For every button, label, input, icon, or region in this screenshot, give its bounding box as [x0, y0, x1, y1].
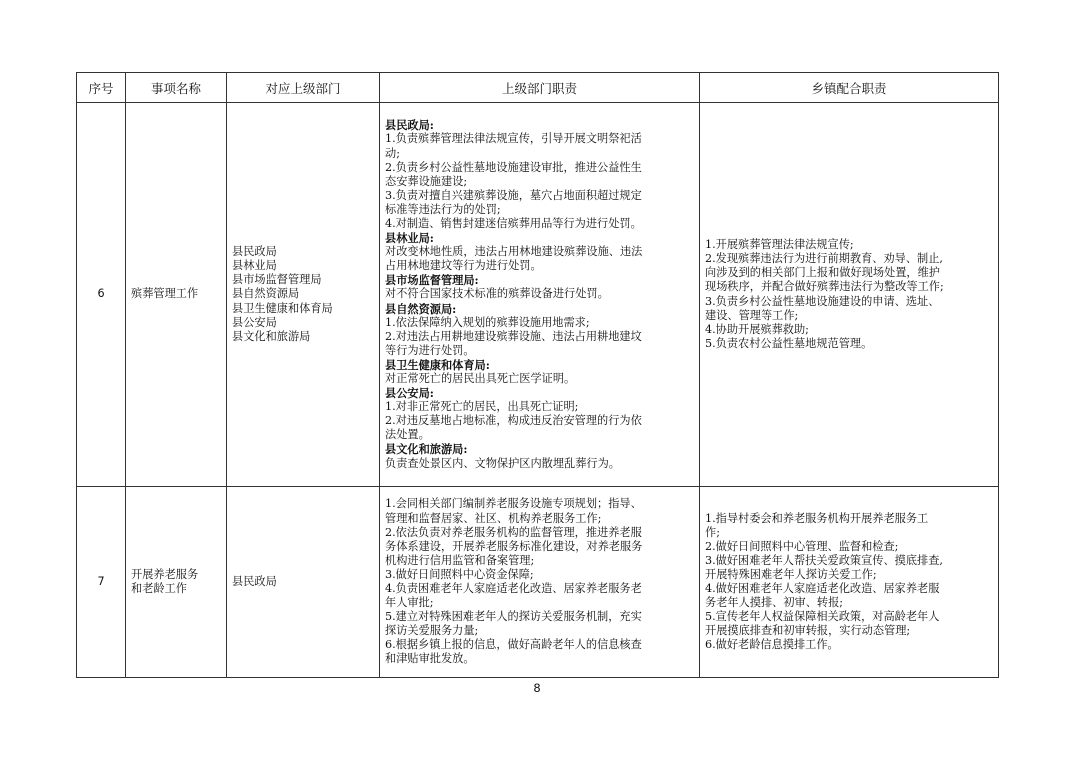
- duty-line: 开展特殊困难老年人探访关爱工作;: [705, 567, 877, 581]
- dept-name: 县民政局: [232, 574, 277, 588]
- superior-duties-cell: [380, 487, 700, 678]
- duty-line: 标准等违法行为的处罚;: [385, 202, 501, 216]
- dept-name: 县卫生健康和体育局: [232, 301, 333, 315]
- header-superior-duties: 上级部门职责: [380, 73, 700, 103]
- duty-line: 2.发现殡葬违法行为进行前期教育、劝导、制止,: [705, 252, 943, 266]
- dept-name: 县自然资源局: [232, 287, 300, 301]
- dept-name: 县市场监督管理局: [232, 273, 322, 287]
- duty-line: 建设、管理等工作;: [705, 308, 799, 322]
- item-name: 开展养老服务: [131, 567, 199, 581]
- duty-line: 1.指导村委会和养老服务机构开展养老服务工: [705, 511, 929, 525]
- duty-line: 4.做好困难老年人家庭适老化改造、居家养老服: [705, 582, 940, 595]
- item-name-cell: [126, 487, 227, 678]
- dept-cell: [227, 487, 380, 678]
- item-name: 和老龄工作: [131, 582, 187, 595]
- table-header-row: [77, 73, 999, 103]
- section-heading: 县市场监督管理局:: [385, 273, 479, 288]
- duty-line: 等行为进行处罚。: [385, 343, 475, 357]
- header-item-name: 事项名称: [126, 73, 227, 103]
- duty-line: 1.开展殡葬管理法律法规宣传;: [705, 238, 854, 252]
- duty-line: 机构进行信用监管和备案管理;: [385, 553, 535, 567]
- duty-line: 2.对违反墓地占地标准，构成违反治安管理的行为依: [385, 414, 642, 428]
- item-name-cell: [126, 103, 227, 487]
- item-name: 殡葬管理工作: [131, 287, 199, 301]
- duty-line: 和津贴审批发放。: [385, 652, 475, 666]
- duty-line: 2.依法负责对养老服务机构的监督管理，推进养老服: [385, 525, 642, 539]
- duty-line: 务老年人摸排、初审、转报;: [705, 596, 844, 610]
- header-no: 序号: [77, 73, 126, 103]
- section-heading: 县卫生健康和体育局:: [385, 357, 490, 372]
- duty-line: 作;: [705, 525, 720, 539]
- township-duties-cell: [700, 103, 999, 487]
- duty-line: 6.根据乡镇上报的信息，做好高龄老年人的信息核查: [385, 638, 642, 652]
- duty-line: 对不符合国家技术标准的殡葬设备进行处罚。: [385, 287, 609, 301]
- duty-line: 2.负责乡村公益性墓地设施建设审批，推进公益性生: [385, 160, 642, 174]
- duty-line: 5.负责农村公益性墓地规范管理。: [705, 336, 873, 350]
- duty-line: 3.做好困难老年人帮扶关爱政策宣传、摸底排查,: [705, 553, 943, 567]
- duty-line: 占用林地建坟等行为进行处罚。: [385, 259, 542, 273]
- duty-line: 1.负责殡葬管理法律法规宣传，引导开展文明祭祀活: [385, 132, 642, 146]
- dept-cell: [227, 103, 380, 487]
- duty-line: 现场秩序，并配合做好殡葬违法行为整改等工作;: [705, 280, 944, 294]
- table-row: [77, 487, 999, 678]
- duty-line: 向涉及到的相关部门上报和做好现场处置，维护: [705, 266, 940, 280]
- duty-line: 对正常死亡的居民出具死亡医学证明。: [385, 372, 576, 386]
- duty-line: 2.做好日间照料中心管理、监督和检查;: [705, 539, 899, 553]
- duty-line: 1.会同相关部门编制养老服务设施专项规划；指导、: [385, 497, 642, 511]
- section-heading: 县公安局:: [385, 386, 434, 401]
- responsibility-table: [76, 72, 999, 678]
- duty-line: 1.对非正常死亡的居民，出具死亡证明;: [385, 400, 579, 414]
- row-number: 6: [77, 103, 126, 487]
- row-number: 7: [77, 487, 126, 678]
- township-duties-cell: [700, 487, 999, 678]
- dept-name: 县文化和旅游局: [232, 329, 311, 343]
- duty-line: 开展摸底排查和初审转报，实行动态管理;: [705, 624, 911, 638]
- duty-line: 3.负责对擅自兴建殡葬设施，墓穴占地面积超过规定: [385, 188, 642, 202]
- page-number: 8: [533, 681, 541, 695]
- duty-line: 1.依法保障纳入规划的殡葬设施用地需求;: [385, 315, 590, 329]
- duty-line: 对改变林地性质，违法占用林地建设殡葬设施、违法: [385, 245, 643, 259]
- section-heading: 县民政局:: [385, 118, 434, 133]
- duty-line: 6.做好老龄信息摸排工作。: [705, 638, 839, 652]
- section-heading: 县林业局:: [385, 231, 434, 246]
- duty-line: 管理和监督居家、社区、机构养老服务工作;: [385, 511, 602, 525]
- duty-line: 4.协助开展殡葬救助;: [705, 322, 809, 336]
- section-heading: 县自然资源局:: [385, 301, 457, 316]
- duty-line: 3.负责乡村公益性墓地设施建设的申请、选址、: [705, 294, 940, 308]
- header-superior-dept: 对应上级部门: [227, 73, 380, 103]
- duty-line: 负责查处景区内、文物保护区内散埋乱葬行为。: [385, 456, 620, 470]
- duty-line: 法处置。: [385, 428, 430, 442]
- duty-line: 年人审批;: [385, 596, 434, 610]
- dept-name: 县林业局: [232, 259, 277, 273]
- superior-duties-cell: [380, 103, 700, 487]
- duty-line: 探访关爱服务力量;: [385, 624, 479, 638]
- table-row: [77, 103, 999, 487]
- duty-line: 4.对制造、销售封建迷信殡葬用品等行为进行处罚。: [385, 216, 642, 230]
- duty-line: 5.宣传老年人权益保障相关政策，对高龄老年人: [705, 610, 940, 624]
- duty-line: 务体系建设，开展养老服务标准化建设，对养老服务: [385, 539, 643, 553]
- duty-line: 4.负责困难老年人家庭适老化改造、居家养老服务老: [385, 582, 642, 595]
- dept-name: 县民政局: [232, 245, 277, 259]
- duty-line: 2.对违法占用耕地建设殡葬设施、违法占用耕地建坟: [385, 329, 642, 343]
- duty-line: 5.建立对特殊困难老年人的探访关爱服务机制，充实: [385, 610, 642, 624]
- duty-line: 态安葬设施建设;: [385, 174, 468, 188]
- section-heading: 县文化和旅游局:: [385, 442, 468, 457]
- duty-line: 3.做好日间照料中心资金保障;: [385, 567, 534, 581]
- duty-line: 动;: [385, 146, 400, 160]
- dept-name: 县公安局: [232, 315, 277, 329]
- header-township-duties: 乡镇配合职责: [700, 73, 999, 103]
